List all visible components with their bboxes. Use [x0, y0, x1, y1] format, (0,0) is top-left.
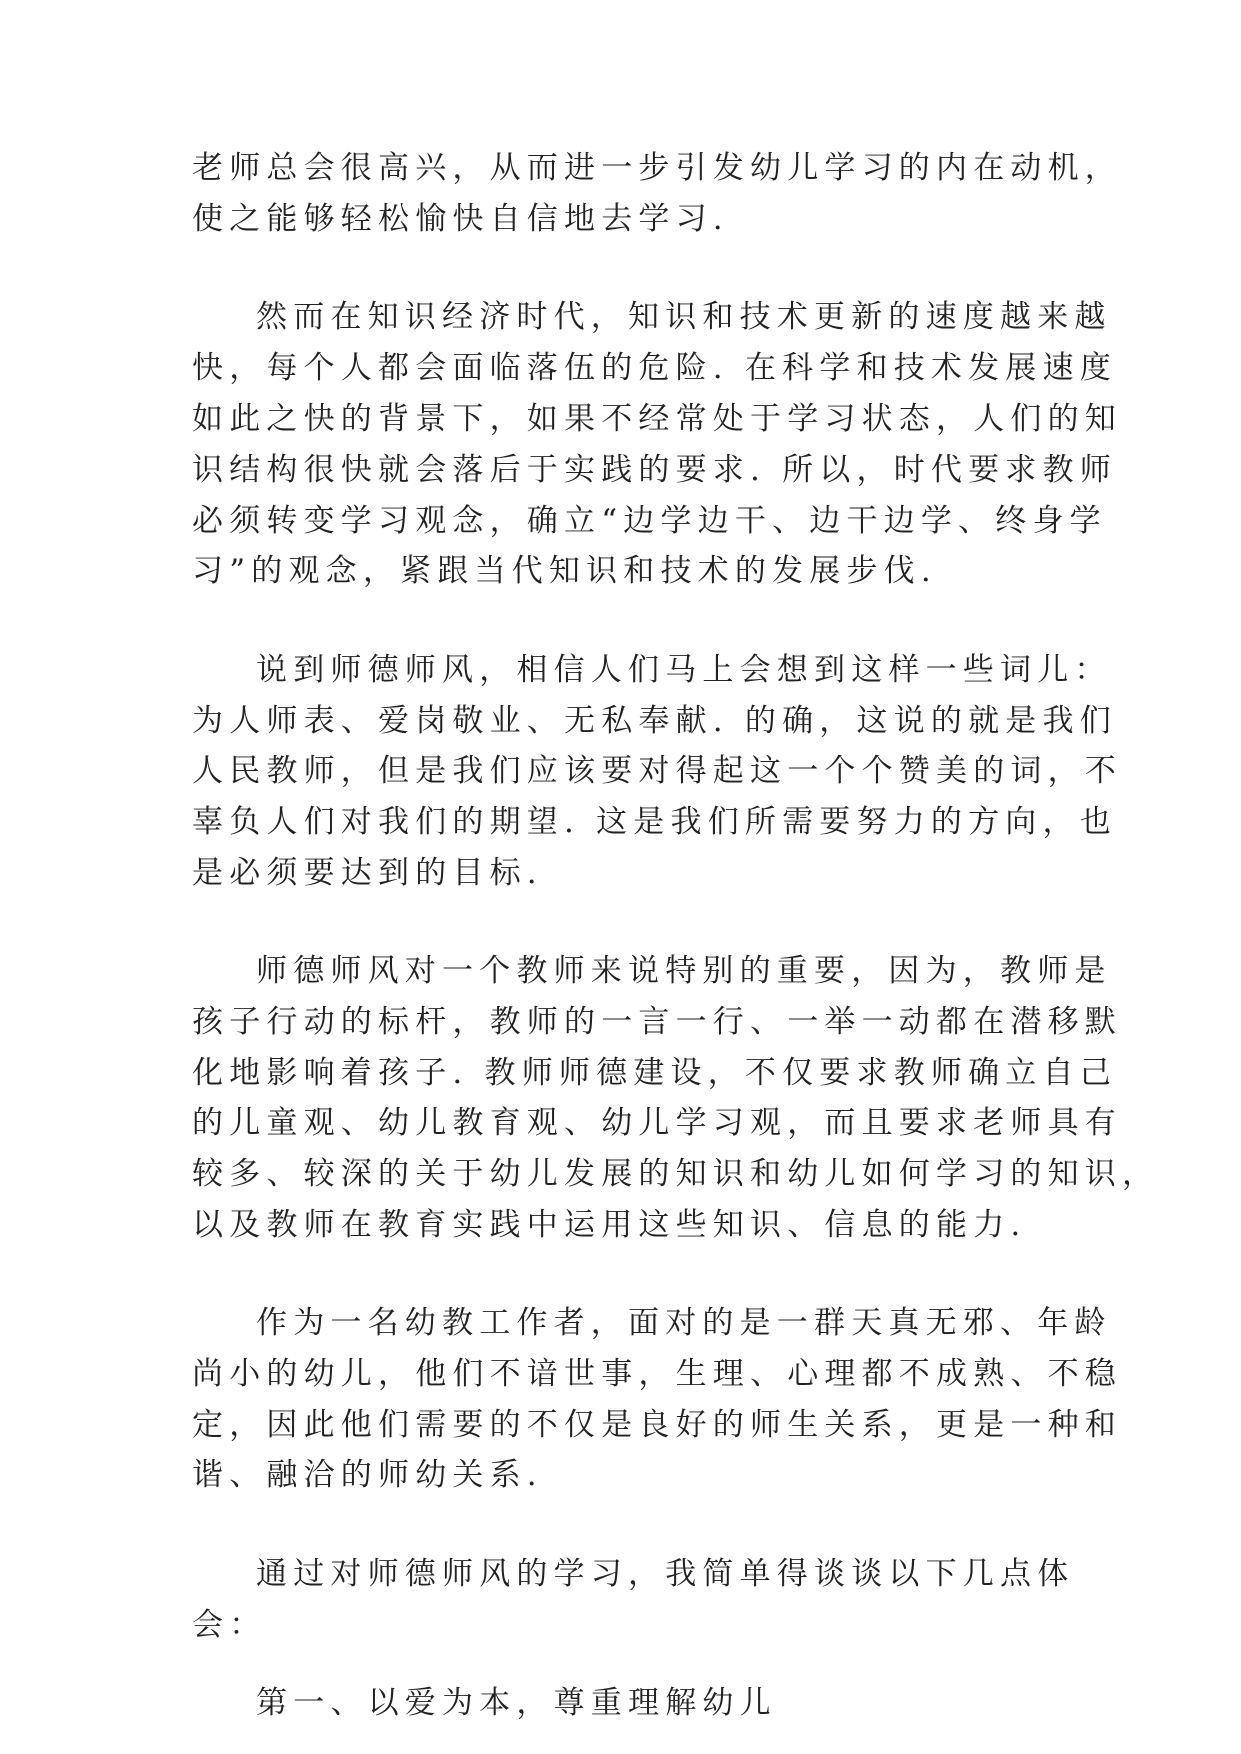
- paragraph-4-line-5: 较多、较深的关于幼儿发展的知识和幼儿如何学习的知识，: [192, 1156, 1160, 1192]
- paragraph-4-line-4: 的儿童观、幼儿教育观、幼儿学习观，而且要求老师具有: [192, 1105, 1122, 1141]
- paragraph-4-line-3: 化地影响着孩子. 教师师德建设，不仅要求教师确立自己: [192, 1055, 1117, 1091]
- paragraph-3-line-3: 人民教师，但是我们应该要对得起这一个个赞美的词，不: [192, 753, 1122, 789]
- paragraph-2-line-2: 快，每个人都会面临落伍的危险. 在科学和技术发展速度: [192, 350, 1117, 386]
- paragraph-5-line-3: 定，因此他们需要的不仅是良好的师生关系，更是一种和: [192, 1407, 1122, 1443]
- paragraph-2-line-5: 必须转变学习观念，确立“边学边干、边干边学、终身学: [192, 503, 1107, 539]
- paragraph-2-line-1: 然而在知识经济时代，知识和技术更新的速度越来越: [256, 299, 1112, 335]
- paragraph-4-line-6: 以及教师在教育实践中运用这些知识、信息的能力.: [192, 1207, 1027, 1243]
- section-heading-first: 第一、以爱为本，尊重理解幼儿: [256, 1685, 777, 1721]
- paragraph-1-line-1: 老师总会很高兴，从而进一步引发幼儿学习的内在动机，: [192, 150, 1122, 186]
- paragraph-3-line-5: 是必须要达到的目标.: [192, 855, 543, 891]
- paragraph-5-line-1: 作为一名幼教工作者，面对的是一群天真无邪、年龄: [256, 1305, 1112, 1341]
- paragraph-2-line-6: 习”的观念，紧跟当代知识和技术的发展步伐.: [192, 553, 937, 589]
- paragraph-4-line-1: 师德师风对一个教师来说特别的重要，因为，教师是: [256, 953, 1112, 989]
- paragraph-2-line-4: 识结构很快就会落后于实践的要求. 所以，时代要求教师: [192, 452, 1117, 488]
- paragraph-3-line-4: 辜负人们对我们的期望. 这是我们所需要努力的方向，也: [192, 804, 1117, 840]
- paragraph-2-line-3: 如此之快的背景下，如果不经常处于学习状态，人们的知: [192, 401, 1122, 437]
- paragraph-6-line-1: 通过对师德师风的学习，我简单得谈谈以下几点体: [256, 1556, 1075, 1592]
- paragraph-3-line-1: 说到师德师风，相信人们马上会想到这样一些词儿：: [256, 652, 1112, 688]
- paragraph-3-line-2: 为人师表、爱岗敬业、无私奉献. 的确，这说的就是我们: [192, 703, 1117, 739]
- paragraph-5-line-4: 谐、融洽的师幼关系.: [192, 1457, 543, 1493]
- paragraph-4-line-2: 孩子行动的标杆，教师的一言一行、一举一动都在潜移默: [192, 1004, 1122, 1040]
- paragraph-5-line-2: 尚小的幼儿，他们不谙世事，生理、心理都不成熟、不稳: [192, 1356, 1122, 1392]
- paragraph-6-line-2: 会：: [192, 1607, 267, 1643]
- paragraph-1-line-2: 使之能够轻松愉快自信地去学习.: [192, 201, 729, 237]
